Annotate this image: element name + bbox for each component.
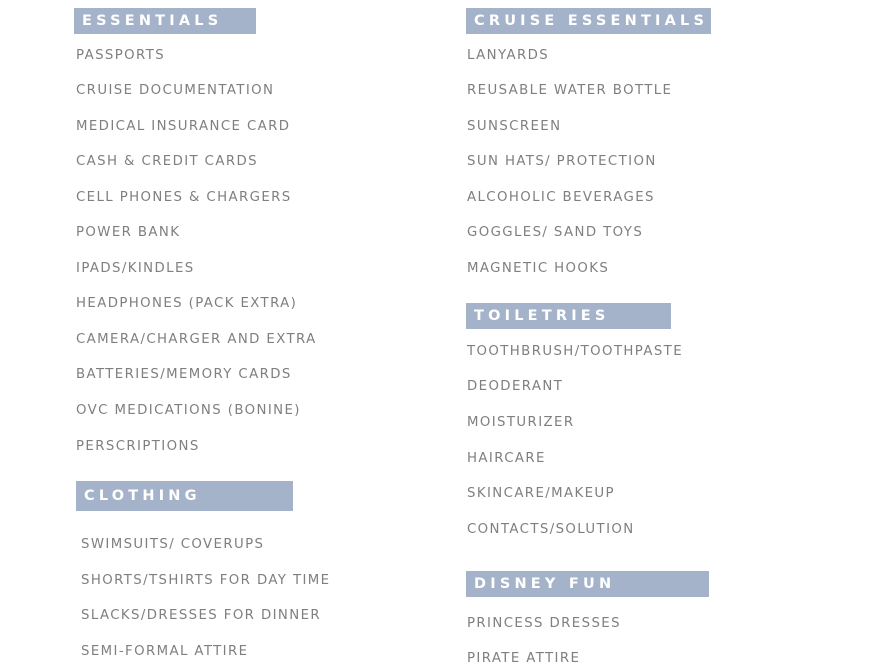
toiletries-item: MOISTURIZER xyxy=(467,415,575,430)
essentials-title: ESSENTIALS xyxy=(82,13,223,29)
disney-fun-title: DISNEY FUN xyxy=(474,576,616,592)
cruise-essentials-item: ALCOHOLIC BEVERAGES xyxy=(467,190,655,205)
cruise-essentials-item: SUN HATS/ PROTECTION xyxy=(467,154,657,169)
essentials-item: IPADS/KINDLES xyxy=(76,261,195,276)
cruise-essentials-item: REUSABLE WATER BOTTLE xyxy=(467,83,673,98)
essentials-item: CAMERA/CHARGER AND EXTRA xyxy=(76,332,317,347)
essentials-header xyxy=(74,8,256,34)
clothing-item: SHORTS/TSHIRTS FOR DAY TIME xyxy=(81,573,331,588)
essentials-item: OVC MEDICATIONS (BONINE) xyxy=(76,403,301,418)
clothing-item: SEMI-FORMAL ATTIRE xyxy=(81,644,249,659)
toiletries-item: SKINCARE/MAKEUP xyxy=(467,486,615,501)
essentials-item: CRUISE DOCUMENTATION xyxy=(76,83,275,98)
cruise-essentials-header xyxy=(466,8,711,34)
cruise-essentials-title: CRUISE ESSENTIALS xyxy=(474,13,709,29)
essentials-item: POWER BANK xyxy=(76,225,181,240)
essentials-item: PERSCRIPTIONS xyxy=(76,439,200,454)
disney-fun-item: PIRATE ATTIRE xyxy=(467,651,581,666)
toiletries-header xyxy=(466,303,671,329)
disney-fun-item: PRINCESS DRESSES xyxy=(467,616,621,631)
toiletries-title: TOILETRIES xyxy=(474,308,610,324)
essentials-item: CASH & CREDIT CARDS xyxy=(76,154,258,169)
cruise-essentials-item: MAGNETIC HOOKS xyxy=(467,261,610,276)
disney-fun-header xyxy=(466,571,709,597)
essentials-item: BATTERIES/MEMORY CARDS xyxy=(76,367,292,382)
clothing-item: SWIMSUITS/ COVERUPS xyxy=(81,537,265,552)
clothing-title: CLOTHING xyxy=(84,488,201,504)
essentials-item: PASSPORTS xyxy=(76,48,166,63)
essentials-item: MEDICAL INSURANCE CARD xyxy=(76,119,291,134)
toiletries-item: HAIRCARE xyxy=(467,451,546,466)
cruise-essentials-item: LANYARDS xyxy=(467,48,550,63)
toiletries-item: DEODERANT xyxy=(467,379,564,394)
toiletries-item: TOOTHBRUSH/TOOTHPASTE xyxy=(467,344,683,359)
cruise-essentials-item: SUNSCREEN xyxy=(467,119,562,134)
clothing-item: SLACKS/DRESSES FOR DINNER xyxy=(81,608,322,623)
toiletries-item: CONTACTS/SOLUTION xyxy=(467,522,635,537)
cruise-essentials-item: GOGGLES/ SAND TOYS xyxy=(467,225,644,240)
clothing-header xyxy=(76,481,293,511)
essentials-item: HEADPHONES (PACK EXTRA) xyxy=(76,296,298,311)
essentials-item: CELL PHONES & CHARGERS xyxy=(76,190,292,205)
